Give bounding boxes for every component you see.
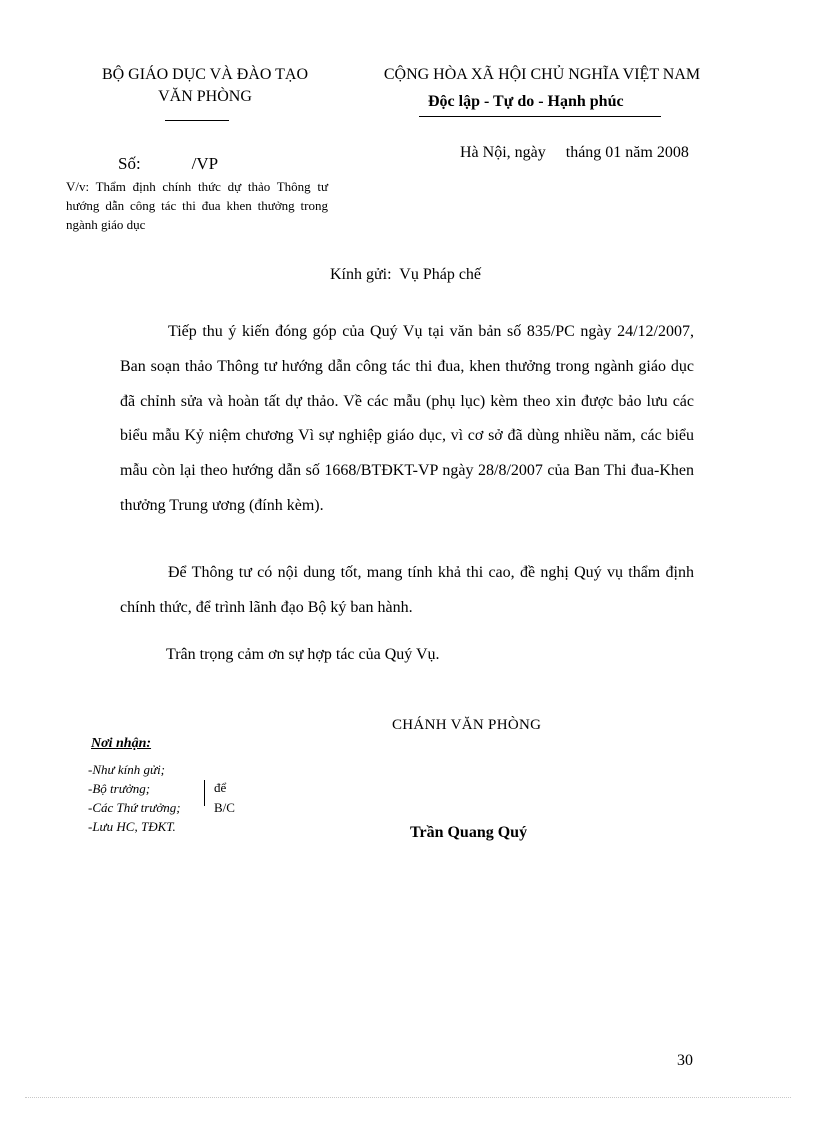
- recipients-list: [88, 760, 181, 836]
- recipient-line: Kính gửi: Vụ Pháp chế: [330, 266, 482, 283]
- list-item: -Bộ trưởng;: [88, 781, 151, 796]
- motto-underline: [419, 116, 661, 117]
- office-name: VĂN PHÒNG: [158, 88, 252, 105]
- signer-name: Trần Quang Quý: [410, 824, 528, 841]
- report-note-line2: B/C: [214, 800, 235, 815]
- ministry-underline: [165, 120, 229, 121]
- closing-line: Trân trọng cảm ơn sự hợp tác của Quý Vụ.: [166, 646, 440, 663]
- document-subject: V/v: Thẩm định chính thức dự thảo Thông tư hướng dẫn công tác thi đua khen thưởng trong ngành giáo dục: [66, 179, 328, 232]
- ministry-header: [60, 64, 350, 108]
- national-motto: Độc lập - Tự do - Hạnh phúc: [428, 93, 624, 110]
- list-item: -Các Thứ trưởng;: [88, 800, 181, 815]
- list-item: -Lưu HC, TĐKT.: [88, 819, 176, 834]
- document-number: Số: /VP: [118, 154, 219, 173]
- page-number: 30: [677, 1052, 693, 1069]
- signer-title: CHÁNH VĂN PHÒNG: [392, 717, 542, 733]
- body-paragraph-2: Để Thông tư có nội dung tốt, mang tính khả thi cao, đề nghị Quý vụ thẩm định chính thức, để trình lãnh đạo Bộ ký ban hành.: [120, 564, 694, 616]
- report-note: [214, 778, 235, 818]
- ministry-name: BỘ GIÁO DỤC VÀ ĐÀO TẠO: [101, 66, 309, 83]
- recipients-brace: [204, 780, 205, 806]
- national-title: CỘNG HÒA XÃ HỘI CHỦ NGHĨA VIỆT NAM: [383, 66, 701, 83]
- body-paragraph-1: Tiếp thu ý kiến đóng góp của Quý Vụ tại văn bản số 835/PC ngày 24/12/2007, Ban soạn thảo Thông tư hướng dẫn công tác thi đua, khen thưởng trong ngành giáo dục đã chỉnh sửa và hoàn tất dự thảo. Về các mẫu (phụ lục) kèm theo xin được bảo lưu các biểu mẫu Kỷ niệm chương Vì sự nghiệp giáo dục, vì cơ sở đã dùng nhiều năm, các biểu mẫu còn lại theo hướng dẫn số 1668/BTĐKT-VP ngày 28/8/2007 của Ban Thi đua-Khen thưởng Trung ương (đính kèm).: [120, 323, 694, 514]
- recipients-heading: Nơi nhận:: [91, 736, 152, 751]
- list-item: -Như kính gửi;: [88, 762, 166, 777]
- report-note-line1: để: [214, 780, 227, 795]
- page-bottom-rule: [25, 1097, 791, 1098]
- document-date: Hà Nội, ngày tháng 01 năm 2008: [460, 144, 689, 161]
